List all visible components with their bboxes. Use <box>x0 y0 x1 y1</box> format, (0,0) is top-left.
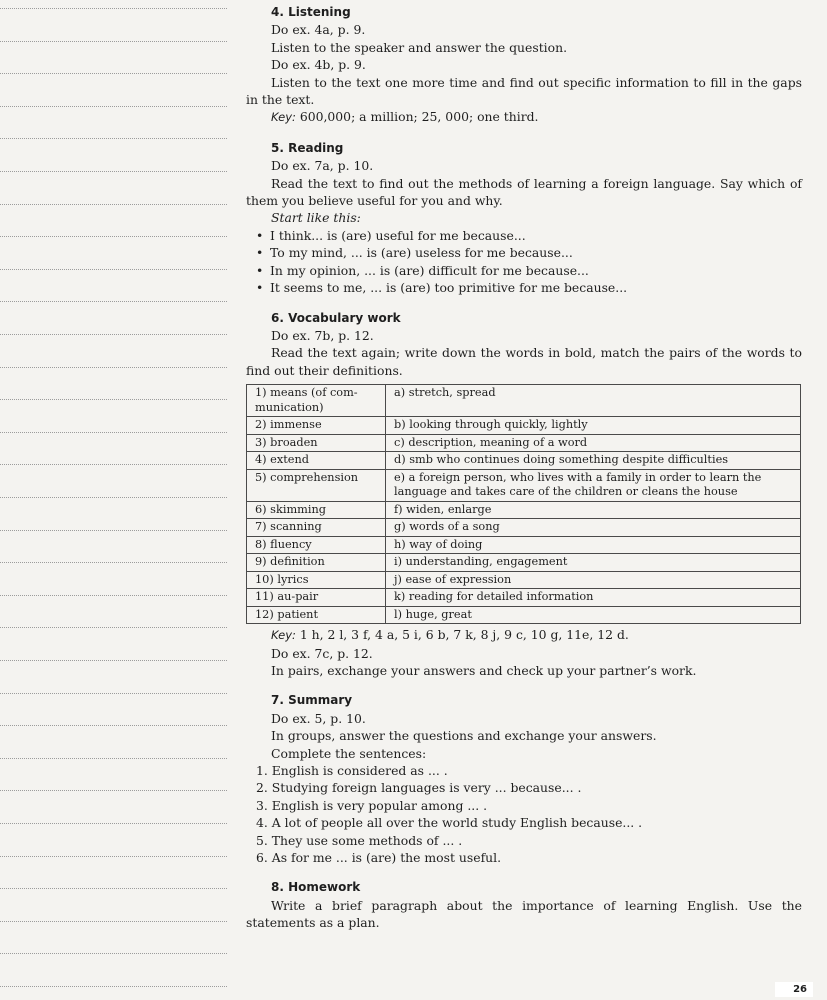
definition-cell: a) stretch, spread <box>386 385 801 417</box>
word-cell: 9) definition <box>247 554 386 572</box>
word-cell: 11) au-pair <box>247 589 386 607</box>
note-line <box>0 986 227 987</box>
note-line <box>0 888 227 889</box>
definition-cell: c) description, meaning of a word <box>386 434 801 452</box>
listening-line: Listen to the speaker and answer the question. <box>271 39 568 55</box>
table-row <box>247 469 801 501</box>
note-line <box>0 204 227 205</box>
vocabulary-heading: 6. Vocabulary work <box>271 310 401 325</box>
definition-cell: k) reading for detailed information <box>386 589 801 607</box>
table-row <box>247 589 801 607</box>
vocabulary-table <box>246 384 801 624</box>
definition-cell: h) way of doing <box>386 536 801 554</box>
reading-line: Do ex. 7a, p. 10. <box>271 158 374 174</box>
key-text: 600,000; a million; 25, 000; one third. <box>295 109 539 125</box>
table-row <box>247 385 801 417</box>
definition-cell: f) widen, enlarge <box>386 501 801 519</box>
summary-heading: 7. Summary <box>271 693 353 708</box>
list-item: 2. Studying foreign languages is very ... because... . <box>256 780 582 796</box>
list-item: 1. English is considered as ... . <box>256 762 448 778</box>
listening-line: Do ex. 4b, p. 9. <box>271 57 366 73</box>
listening-key <box>246 108 802 126</box>
key-text: 1 h, 2 l, 3 f, 4 a, 5 i, 6 b, 7 k, 8 j, 9 c, 10 g, 11e, 12 d. <box>295 627 629 643</box>
key-label: Key: <box>271 110 296 125</box>
note-line <box>0 138 227 139</box>
page-number: 26 <box>775 982 813 997</box>
note-line <box>0 758 227 759</box>
word-cell: 8) fluency <box>247 536 386 554</box>
note-line <box>0 269 227 270</box>
vocabulary-line: In pairs, exchange your answers and check up your partner’s work. <box>271 662 697 678</box>
notes-margin <box>0 0 227 1000</box>
vocabulary-key <box>246 626 802 644</box>
word-cell: 12) patient <box>247 606 386 624</box>
note-line <box>0 693 227 694</box>
table-row <box>247 501 801 519</box>
definition-cell: l) huge, great <box>386 606 801 624</box>
word-cell: 4) extend <box>247 452 386 470</box>
word-cell: 1) means (of com-munication) <box>247 385 386 417</box>
summary-line: Complete the sentences: <box>271 745 427 761</box>
start-like-this: Start like this: <box>271 210 361 226</box>
note-line <box>0 73 227 74</box>
list-item: 5. They use some methods of ... . <box>256 832 463 848</box>
table-row <box>247 571 801 589</box>
homework-heading: 8. Homework <box>271 880 361 895</box>
table-row <box>247 606 801 624</box>
word-cell: 5) comprehension <box>247 469 386 501</box>
listening-line: Do ex. 4a, p. 9. <box>271 22 366 38</box>
note-line <box>0 334 227 335</box>
table-row <box>247 519 801 537</box>
table-row <box>247 554 801 572</box>
note-line <box>0 823 227 824</box>
word-cell: 2) immense <box>247 417 386 435</box>
note-line <box>0 921 227 922</box>
definition-cell: i) understanding, engagement <box>386 554 801 572</box>
note-line <box>0 497 227 498</box>
list-item: • I think... is (are) useful for me because... <box>256 227 802 244</box>
reading-heading: 5. Reading <box>271 140 344 155</box>
lesson-content <box>246 4 802 932</box>
list-item: • In my opinion, ... is (are) difficult for me because... <box>256 262 802 279</box>
reading-bullets <box>246 227 802 297</box>
note-line <box>0 562 227 563</box>
word-cell: 3) broaden <box>247 434 386 452</box>
note-line <box>0 41 227 42</box>
note-line <box>0 530 227 531</box>
vocabulary-line: Do ex. 7b, p. 12. <box>271 327 374 343</box>
note-line <box>0 367 227 368</box>
note-line <box>0 301 227 302</box>
note-line <box>0 8 227 9</box>
note-line <box>0 595 227 596</box>
word-cell: 10) lyrics <box>247 571 386 589</box>
list-item: • To my mind, ... is (are) useless for me because... <box>256 244 802 261</box>
note-line <box>0 236 227 237</box>
note-line <box>0 627 227 628</box>
definition-cell: e) a foreign person, who lives with a family in order to learn the language and takes care of the children or cleans the house <box>386 469 801 501</box>
summary-line: Do ex. 5, p. 10. <box>271 710 366 726</box>
definition-cell: d) smb who continues doing something despite difficulties <box>386 452 801 470</box>
note-line <box>0 953 227 954</box>
note-line <box>0 725 227 726</box>
summary-list <box>246 762 802 866</box>
table-row <box>247 417 801 435</box>
vocabulary-line: Do ex. 7c, p. 12. <box>271 645 373 661</box>
reading-paragraph: Read the text to find out the methods of learning a foreign language. Say which of them you believe useful for you and why. <box>246 175 802 209</box>
note-line <box>0 660 227 661</box>
note-line <box>0 106 227 107</box>
word-cell: 7) scanning <box>247 519 386 537</box>
key-label: Key: <box>271 628 296 643</box>
table-row <box>247 452 801 470</box>
definition-cell: j) ease of expression <box>386 571 801 589</box>
table-row <box>247 434 801 452</box>
vocabulary-paragraph: Read the text again; write down the words in bold, match the pairs of the words to find out their definitions. <box>246 345 802 378</box>
definition-cell: b) looking through quickly, lightly <box>386 417 801 435</box>
homework-paragraph: Write a brief paragraph about the importance of learning English. Use the statements as a plan. <box>246 897 802 931</box>
note-line <box>0 464 227 465</box>
note-line <box>0 790 227 791</box>
word-cell: 6) skimming <box>247 501 386 519</box>
list-item: 6. As for me ... is (are) the most useful. <box>256 850 502 865</box>
note-line <box>0 399 227 400</box>
note-line <box>0 171 227 172</box>
summary-line: In groups, answer the questions and exchange your answers. <box>271 728 657 744</box>
table-row <box>247 536 801 554</box>
list-item: • It seems to me, ... is (are) too primitive for me because... <box>256 279 802 296</box>
note-line <box>0 856 227 857</box>
list-item: 4. A lot of people all over the world study English because... . <box>256 815 643 831</box>
listening-heading: 4. Listening <box>271 5 351 19</box>
definition-cell: g) words of a song <box>386 519 801 537</box>
note-line <box>0 432 227 433</box>
list-item: 3. English is very popular among ... . <box>256 797 488 813</box>
listening-paragraph: Listen to the text one more time and find out specific information to fill in the gaps in the text. <box>246 74 802 108</box>
